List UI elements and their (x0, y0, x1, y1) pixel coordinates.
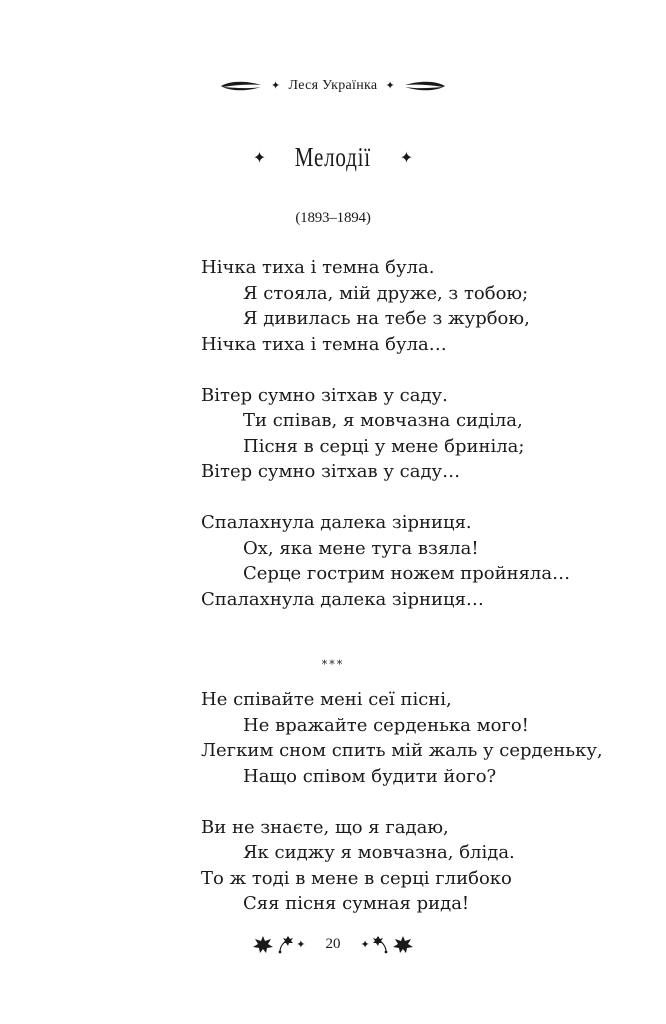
verse-line: Не вражайте серденька мого! (243, 714, 529, 736)
verse-line: Вітер сумно зітхав у саду… (201, 461, 461, 482)
verse-line: То ж тоді в мене в серці глибоко (201, 867, 512, 889)
feather-ornament-left-icon (219, 80, 263, 92)
page-number: 20 (325, 935, 341, 952)
verse-line: Вітер сумно зітхав у саду. (201, 384, 448, 406)
verse-line: Легким сном спить мій жаль у серденьку, (201, 740, 603, 761)
verse-line: Ох, яка мене туга взяла! (243, 537, 479, 559)
ivy-sprig-icon (372, 934, 390, 954)
verse-line: Нічка тиха і темна була. (201, 257, 435, 278)
verse-line: Серце гострим ножем пройняла… (243, 563, 571, 584)
poem-two (201, 687, 603, 917)
ivy-ornament-right (361, 934, 414, 954)
poem-title: Мелодії (294, 142, 372, 172)
star-icon: ✦ (360, 937, 370, 951)
star-icon: ✦ (296, 937, 306, 951)
star-icon: ✦ (385, 79, 395, 92)
verse-line: Я стояла, мій друже, з тобою; (243, 282, 529, 304)
ivy-leaf-icon (392, 934, 414, 954)
verse-line: Нічка тиха і темна була… (201, 333, 447, 355)
star-icon: ✦ (399, 147, 414, 167)
ivy-ornament-left (252, 934, 305, 954)
section-break-asterisks: *** (321, 658, 345, 671)
ivy-leaf-icon (252, 934, 274, 954)
verse-line: Як сиджу я мовчазна, бліда. (243, 842, 515, 863)
ivy-sprig-icon (276, 934, 294, 954)
verse-line: Сяя пісня сумная рида! (243, 893, 470, 914)
verse-line: Ви не знаєте, що я гадаю, (201, 816, 449, 838)
stanza-gap (201, 357, 570, 383)
verse-line: Пісня в серці у мене бриніла; (243, 435, 525, 457)
verse-line: Спалахнула далека зірниця… (201, 588, 484, 610)
poem-title-row (0, 142, 666, 173)
stanza-gap (201, 789, 603, 815)
stanza-gap (201, 485, 570, 511)
verse-line: Я дивилась на тебе з журбою, (243, 308, 530, 329)
verse-line: Ти співав, я мовчазна сиділа, (243, 410, 523, 431)
running-header (0, 78, 666, 94)
star-icon: ✦ (252, 147, 267, 167)
poem-one (201, 255, 570, 612)
verse-line: Спалахнула далека зірниця. (201, 512, 472, 533)
author-name: Леся Українка (288, 78, 378, 93)
page-footer (0, 934, 666, 954)
poem-dates: (1893–1894) (295, 210, 371, 226)
feather-ornament-right-icon (403, 80, 447, 92)
star-icon: ✦ (271, 79, 281, 92)
verse-line: Не співайте мені сеї пісні, (201, 689, 452, 710)
verse-line: Нащо співом будити його? (243, 765, 497, 787)
